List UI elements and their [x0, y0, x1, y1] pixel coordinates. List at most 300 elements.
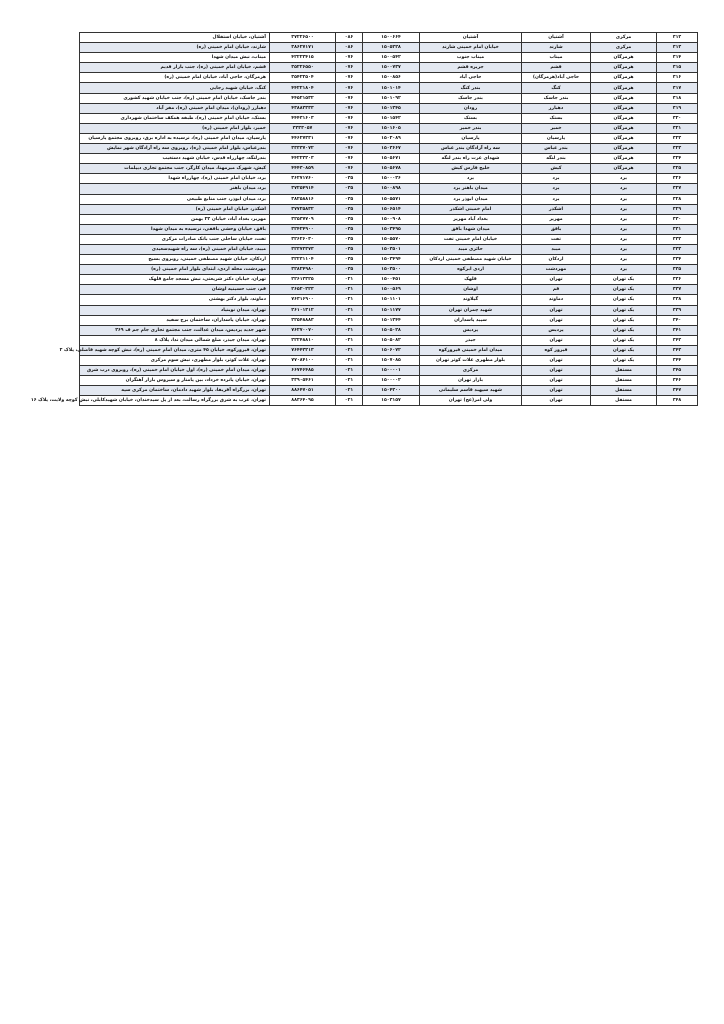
row-number: ۳۱۷ — [657, 83, 698, 93]
city-cell: اردکان — [522, 255, 591, 265]
row-number: ۳۴۲ — [657, 335, 698, 345]
branch-code-cell: ۱۵۰۰۶۶۴ — [363, 33, 420, 43]
address-cell: مهریز، بغداد آباد، خیابان ۲۲ بهمن — [80, 214, 270, 224]
branch-code-cell: ۱۵۰۱۶۰۵ — [363, 123, 420, 133]
branch-name-cell: میدان امام خمینی فیروزکوه — [420, 345, 522, 355]
city-cell: پردیس — [522, 325, 591, 335]
row-number: ۳۳۵ — [657, 265, 698, 275]
city-cell: دماوند — [522, 295, 591, 305]
branch-code-cell: ۱۵۰۱۵۴۲ — [363, 113, 420, 123]
province-cell: یک تهران — [591, 315, 657, 325]
address-cell: یزد، میدان ابوذر، جنب منابع طبیعی — [80, 194, 270, 204]
area-code-cell: ۰۸۶ — [336, 33, 363, 43]
address-cell: شازند، خیابان امام خمینی (ره) — [80, 43, 270, 53]
address-cell: بندرعباس، بلوار امام خمینی (ره)، روبروی سه راه آزادگان شهر نمایش — [80, 144, 270, 154]
province-cell: هرمزگان — [591, 103, 657, 113]
branch-code-cell: ۱۵۰۶۵۱۴ — [363, 204, 420, 214]
address-cell: تهران، خیابان پاسداران، ساختمان برج سفید — [80, 315, 270, 325]
address-cell: پارسیان، میدان امام خمینی (ره)، نرسیده به اداره برق، روبروی مجتمع پارسیان — [80, 133, 270, 143]
branch-name-cell: حاجی آباد — [420, 73, 522, 83]
city-cell: میبد — [522, 244, 591, 254]
branch-name-cell: خیابان شهید مصطفی خمینی اردکان — [420, 255, 522, 265]
area-code-cell: ۰۷۶ — [336, 103, 363, 113]
branch-name-cell: جیذر — [420, 335, 522, 345]
province-cell: هرمزگان — [591, 154, 657, 164]
row-number: ۳۴۱ — [657, 325, 698, 335]
province-cell: یک تهران — [591, 356, 657, 366]
area-code-cell: ۰۲۱ — [336, 335, 363, 345]
city-cell: پارسیان — [522, 133, 591, 143]
row-number: ۳۴۵ — [657, 366, 698, 376]
row-number: ۳۳۲ — [657, 234, 698, 244]
table-row — [80, 315, 698, 325]
city-cell: مهریز — [522, 214, 591, 224]
area-code-cell: ۰۷۶ — [336, 63, 363, 73]
province-cell: هرمزگان — [591, 73, 657, 83]
phone-cell: ۴۴۴۳۰۸۵۹ — [270, 164, 336, 174]
branch-code-cell: ۱۵۰۱۳۴۵ — [363, 103, 420, 113]
area-code-cell: ۰۷۶ — [336, 93, 363, 103]
area-code-cell: ۰۲۱ — [336, 315, 363, 325]
table-row — [80, 154, 698, 164]
address-cell: دماوند، بلوار دکتر بهشتی — [80, 295, 270, 305]
row-number: ۳۴۷ — [657, 386, 698, 396]
row-number: ۳۲۰ — [657, 113, 698, 123]
table-row — [80, 174, 698, 184]
area-code-cell: ۰۸۶ — [336, 43, 363, 53]
table-row — [80, 376, 698, 386]
phone-cell: ۳۲۶۲۶۰۳۰ — [270, 234, 336, 244]
branch-name-cell: میدان شهدا بافق — [420, 224, 522, 234]
province-cell: یک تهران — [591, 335, 657, 345]
area-code-cell: ۰۲۱ — [336, 305, 363, 315]
province-cell: یک تهران — [591, 345, 657, 355]
row-number: ۳۴۶ — [657, 376, 698, 386]
address-cell: تفت، خیابان ساحلی جنب بانک صادرات مرکزی — [80, 234, 270, 244]
branch-code-cell: ۱۵۰۰۵۴۲ — [363, 53, 420, 63]
address-cell: قم، جنب حسینیه اوشان — [80, 285, 270, 295]
address-cell: شهر جدید پردیس، میدان عدالت، جنب مجتمع تجاری جام جم ف ۲۶۹ — [80, 325, 270, 335]
city-cell: تهران — [522, 396, 591, 406]
row-number: ۳۴۳ — [657, 345, 698, 355]
row-number: ۳۳۰ — [657, 214, 698, 224]
city-cell: قشم — [522, 63, 591, 73]
phone-cell: ۲۲۶۱۳۳۲۵ — [270, 275, 336, 285]
branch-code-cell: ۱۵۰۴۲۰۰ — [363, 386, 420, 396]
area-code-cell: ۰۲۱ — [336, 366, 363, 376]
branch-name-cell: بلوار مطهری غلات کوثر تهران — [420, 356, 522, 366]
area-code-cell: ۰۲۱ — [336, 325, 363, 335]
phone-cell: ۴۴۵۲۱۵۳۲ — [270, 93, 336, 103]
area-code-cell: ۰۷۶ — [336, 123, 363, 133]
branch-code-cell: ۱۵۰۱۰۹۲ — [363, 93, 420, 103]
branch-code-cell: ۱۵۰۵۰۸۲ — [363, 335, 420, 345]
row-number: ۳۱۵ — [657, 63, 698, 73]
province-cell: مستقل — [591, 366, 657, 376]
province-cell: مرکزی — [591, 33, 657, 43]
phone-cell: ۶۶۷۴۶۴۸۵ — [270, 366, 336, 376]
branch-name-cell: پردیس — [420, 325, 522, 335]
phone-cell: ۲۶۵۲۰۲۲۳ — [270, 285, 336, 295]
city-cell: فیروز کوه — [522, 345, 591, 355]
address-cell: دهبارز (رودان)، میدان امام خمینی (ره)، مقر آباد — [80, 103, 270, 113]
address-cell: کیش، شهرک میرمهنا، میدان کارگر، جنب مجتمع تجاری دیپلمات — [80, 164, 270, 174]
phone-cell: ۳۷۲۵۴۹۱۴ — [270, 184, 336, 194]
branch-name-cell: بندر کنگ — [420, 83, 522, 93]
table-row — [80, 356, 698, 366]
city-cell: بافق — [522, 224, 591, 234]
city-cell: آشتیان — [522, 33, 591, 43]
table-row — [80, 63, 698, 73]
area-code-cell: ۰۷۶ — [336, 113, 363, 123]
table-body — [30, 33, 698, 406]
table-row — [80, 255, 698, 265]
branch-name-cell: بستک — [420, 113, 522, 123]
table-row — [80, 113, 698, 123]
area-code-cell: ۰۷۶ — [336, 144, 363, 154]
phone-cell: ۳۵۴۲۲۵۰۴ — [270, 73, 336, 83]
table-row — [80, 73, 698, 83]
area-code-cell: ۰۷۶ — [336, 164, 363, 174]
table-row — [80, 295, 698, 305]
phone-cell: ۲۲۲۴۸۸۱۰ — [270, 335, 336, 345]
phone-cell: ۴۳۸۸۳۳۳۳ — [270, 103, 336, 113]
phone-cell: ۴۴۴۳۱۶۰۳ — [270, 113, 336, 123]
area-code-cell: ۰۳۵ — [336, 265, 363, 275]
branch-name-cell: گیلاوند — [420, 295, 522, 305]
branch-name-cell: میدان ابوذر یزد — [420, 194, 522, 204]
province-cell: هرمزگان — [591, 144, 657, 154]
phone-cell: ۳۲۵۳۷۷۰۹ — [270, 214, 336, 224]
table-row — [80, 53, 698, 63]
province-cell: مرکزی — [591, 43, 657, 53]
city-cell: تهران — [522, 315, 591, 325]
province-cell: مستقل — [591, 386, 657, 396]
city-cell: یزد — [522, 194, 591, 204]
branch-name-cell: شهید چمران تهران — [420, 305, 522, 315]
city-cell: شازند — [522, 43, 591, 53]
table-row — [80, 164, 698, 174]
row-number: ۳۱۴ — [657, 53, 698, 63]
area-code-cell: ۰۷۶ — [336, 73, 363, 83]
row-number: ۳۱۲ — [657, 33, 698, 43]
phone-cell: ۷۷۰۸۴۱۰۰ — [270, 356, 336, 366]
table-row — [80, 265, 698, 275]
address-cell: تهران، غلات کوثر، بلوار مطهری، نبش سوم مرکزی — [80, 356, 270, 366]
address-cell: اشکذر، خیابان امام خمینی (ره) — [80, 204, 270, 214]
branch-name-cell: خیابان امام خمینی تفت — [420, 234, 522, 244]
area-code-cell: ۰۳۵ — [336, 214, 363, 224]
branch-code-cell: ۱۵۰۳۱۵۷ — [363, 396, 420, 406]
branch-name-cell: آشتیان — [420, 33, 522, 43]
province-cell: یک تهران — [591, 275, 657, 285]
phone-cell: ۷۶۲۷۰۰۷۰ — [270, 325, 336, 335]
province-cell: یک تهران — [591, 305, 657, 315]
branch-code-cell: ۱۵۰۱۳۴۴ — [363, 315, 420, 325]
address-cell: بندر جاسک، خیابان امام خمینی (ره)، جنب خیابان شهید کشوری — [80, 93, 270, 103]
row-number: ۳۲۲ — [657, 133, 698, 143]
branch-name-cell: ولی امر(عج) تهران — [420, 396, 522, 406]
phone-cell: ۷۶۳۱۶۹۰۰ — [270, 295, 336, 305]
branch-name-cell: میدان باهنر یزد — [420, 184, 522, 194]
branch-code-cell: ۱۵۰۶۰۷۲ — [363, 345, 420, 355]
address-cell: کنگ، خیابان شهید رجایی — [80, 83, 270, 93]
city-cell: تهران — [522, 275, 591, 285]
address-cell: یزد، خیابان امام خمینی (ره)، چهارراه شهدا — [80, 174, 270, 184]
branch-code-cell: ۱۵۰۵۶۷۱ — [363, 154, 420, 164]
row-number: ۳۳۸ — [657, 295, 698, 305]
branch-name-cell: خلیج فارس کیش — [420, 164, 522, 174]
phone-cell: ۳۵۲۲۶۵۵۰ — [270, 63, 336, 73]
phone-cell: ۳۶۲۷۱۷۶۰ — [270, 174, 336, 184]
branch-code-cell: ۱۵۰۳۴۹۵ — [363, 224, 420, 234]
address-cell: هرمزگان، حاجی آباد، خیابان امام خمینی (ره) — [80, 73, 270, 83]
province-cell: هرمزگان — [591, 63, 657, 73]
branch-code-cell: ۱۵۰۱۰۱۴ — [363, 83, 420, 93]
address-cell: تهران، غرب به شرق بزرگراه رسالت، بعد از پل سیدخندان، خیابان شهیدکابلی، نبش کوچه ولایت، پلاک ۱۶ — [80, 396, 270, 406]
address-cell: تهران، میدان جیذر، ضلع شمالی میدان ندا، پلاک ۸ — [80, 335, 270, 345]
branch-name-cell: حائری میبد — [420, 244, 522, 254]
branch-name-cell: خیابان امام خمینی شازند — [420, 43, 522, 53]
city-cell: تهران — [522, 386, 591, 396]
branch-code-cell: ۱۵۰۰۹۰۸ — [363, 214, 420, 224]
table-row — [80, 184, 698, 194]
province-cell: یزد — [591, 184, 657, 194]
phone-cell: ۳۸۲۵۸۸۱۶ — [270, 194, 336, 204]
province-cell: یزد — [591, 214, 657, 224]
branch-code-cell: ۱۵۰۷۰۸۵ — [363, 356, 420, 366]
row-number: ۳۱۹ — [657, 103, 698, 113]
branch-code-cell: ۱۵۰۰۴۵۱ — [363, 275, 420, 285]
area-code-cell: ۰۷۶ — [336, 83, 363, 93]
branch-name-cell: رودان — [420, 103, 522, 113]
city-cell: بندر لنگه — [522, 154, 591, 164]
phone-cell: ۲۶۱۰۱۳۱۲ — [270, 305, 336, 315]
table-row — [80, 43, 698, 53]
phone-cell: ۳۳۹۰۵۴۶۱ — [270, 376, 336, 386]
row-number: ۳۱۶ — [657, 73, 698, 83]
branch-name-cell: بازار تهران — [420, 376, 522, 386]
province-cell: مستقل — [591, 376, 657, 386]
phone-cell: ۳۲۸۲۴۹۸۰ — [270, 265, 336, 275]
province-cell: هرمزگان — [591, 93, 657, 103]
province-cell: هرمزگان — [591, 53, 657, 63]
table-row — [80, 214, 698, 224]
row-number: ۳۲۸ — [657, 194, 698, 204]
address-cell: میبد، خیابان امام خمینی (ره)، سه راه شهیدسعیدی — [80, 244, 270, 254]
row-number: ۳۲۱ — [657, 123, 698, 133]
table-row — [80, 305, 698, 315]
city-cell: بندر عباس — [522, 144, 591, 154]
row-number: ۳۳۹ — [657, 305, 698, 315]
branch-code-cell: ۱۵۰۰۰۰۱ — [363, 366, 420, 376]
city-cell: تهران — [522, 335, 591, 345]
area-code-cell: ۰۲۱ — [336, 386, 363, 396]
province-cell: یزد — [591, 224, 657, 234]
area-code-cell: ۰۲۱ — [336, 285, 363, 295]
branch-name-cell: قلهک — [420, 275, 522, 285]
address-cell: بافق، خیابان وحشی بافقی، نرسیده به میدان شهدا — [80, 224, 270, 234]
area-code-cell: ۰۷۶ — [336, 154, 363, 164]
branch-name-cell: یزد — [420, 174, 522, 184]
branch-code-cell: ۱۵۰۵۲۲۸ — [363, 43, 420, 53]
city-cell: یزد — [522, 184, 591, 194]
table-row — [80, 234, 698, 244]
province-cell: هرمزگان — [591, 133, 657, 143]
address-cell: خمیر، بلوار امام خمینی (ره) — [80, 123, 270, 133]
table-row — [80, 244, 698, 254]
area-code-cell: ۰۳۵ — [336, 234, 363, 244]
city-cell: مهردشت — [522, 265, 591, 275]
city-cell: تهران — [522, 366, 591, 376]
phone-cell: ۳۲۲۳۱۱۰۴ — [270, 255, 336, 265]
area-code-cell: ۰۲۱ — [336, 396, 363, 406]
phone-cell: ۳۲۳۷۲۳۷۳ — [270, 244, 336, 254]
address-cell: مهردشت، محله اردی، ابتدای بلوار امام خمینی (ره) — [80, 265, 270, 275]
city-cell: کنگ — [522, 83, 591, 93]
table-row — [80, 386, 698, 396]
table-row — [80, 366, 698, 376]
row-number: ۳۲۹ — [657, 204, 698, 214]
branch-code-cell: ۱۵۰۳۴۹۴ — [363, 255, 420, 265]
branch-table-page — [30, 32, 697, 406]
branch-code-cell: ۱۵۰۵۵۷۱ — [363, 194, 420, 204]
branch-name-cell: بندر خمیر — [420, 123, 522, 133]
area-code-cell: ۰۷۶ — [336, 53, 363, 63]
table-row — [80, 204, 698, 214]
branch-code-cell: ۱۵۰۳۵۰۰ — [363, 265, 420, 275]
row-number: ۳۱۳ — [657, 43, 698, 53]
branch-code-cell: ۱۵۰۰۵۶۹ — [363, 285, 420, 295]
city-cell: میناب — [522, 53, 591, 63]
table-row — [80, 33, 698, 43]
table-row — [80, 224, 698, 234]
area-code-cell: ۰۳۵ — [336, 255, 363, 265]
branch-code-cell: ۱۵۰۰۷۳۷ — [363, 63, 420, 73]
branch-code-cell: ۱۵۰۱۱۷۷ — [363, 305, 420, 315]
province-cell: هرمزگان — [591, 83, 657, 93]
area-code-cell: ۰۳۵ — [336, 224, 363, 234]
table-row — [80, 345, 698, 355]
address-cell: تهران، فیروزکوه، خیابان ۴۵ متری، میدان امام خمینی (ره)، نبش کوچه شهید فاضلی، پلاک ۲ — [80, 345, 270, 355]
table-row — [80, 396, 698, 406]
branch-name-cell: جزیره قشم — [420, 63, 522, 73]
branch-code-cell: ۱۵۰۰۰۲۶ — [363, 174, 420, 184]
address-cell: تهران، خیابان پانزده خرداد، بین پامنار و سیروس بازار آهنگران — [80, 376, 270, 386]
address-cell: قشم، خیابان امام خمینی (ره)، جنب بازار قدیم — [80, 63, 270, 73]
phone-cell: ۳۳۳۳۰۵۷ — [270, 123, 336, 133]
table-row — [80, 275, 698, 285]
area-code-cell: ۰۳۵ — [336, 194, 363, 204]
address-cell: آشتیان، خیابان استقلال — [80, 33, 270, 43]
province-cell: یک تهران — [591, 325, 657, 335]
branch-code-cell: ۱۵۰۵۰۲۸ — [363, 325, 420, 335]
table-row — [80, 144, 698, 154]
table-row — [80, 93, 698, 103]
phone-cell: ۴۲۲۲۳۴۱۵ — [270, 53, 336, 63]
row-number: ۳۴۰ — [657, 315, 698, 325]
table-row — [80, 83, 698, 93]
row-number: ۳۲۶ — [657, 174, 698, 184]
province-cell: یزد — [591, 204, 657, 214]
table-row — [80, 133, 698, 143]
branch-name-cell: بندر جاسک — [420, 93, 522, 103]
phone-cell: ۳۸۶۲۷۱۷۱ — [270, 43, 336, 53]
row-number: ۳۲۷ — [657, 184, 698, 194]
area-code-cell: ۰۳۵ — [336, 174, 363, 184]
province-cell: هرمزگان — [591, 113, 657, 123]
phone-cell: ۴۴۲۲۳۲۰۳ — [270, 154, 336, 164]
province-cell: هرمزگان — [591, 164, 657, 174]
row-number: ۳۴۴ — [657, 356, 698, 366]
phone-cell: ۳۷۷۲۵۸۳۲ — [270, 204, 336, 214]
province-cell: یزد — [591, 265, 657, 275]
branch-name-cell: اوشان — [420, 285, 522, 295]
address-cell: تهران، میدان نوبنیاد — [80, 305, 270, 315]
row-number: ۳۱۸ — [657, 93, 698, 103]
area-code-cell: ۰۲۱ — [336, 295, 363, 305]
address-cell: میناب، نبش میدان شهدا — [80, 53, 270, 63]
city-cell: دهبارز — [522, 103, 591, 113]
branch-name-cell: پارسیان — [420, 133, 522, 143]
address-cell: تهران، بزرگراه آفریقا، بلوار شهید دادمان، ساختمان مرکزی سپه — [80, 386, 270, 396]
branch-name-cell: شهید سپهبد قاسم سلیمانی — [420, 386, 522, 396]
area-code-cell: ۰۲۱ — [336, 356, 363, 366]
phone-cell: ۴۴۲۲۱۸۰۴ — [270, 83, 336, 93]
area-code-cell: ۰۲۱ — [336, 275, 363, 285]
province-cell: مستقل — [591, 396, 657, 406]
city-cell: کیش — [522, 164, 591, 174]
table-row — [80, 123, 698, 133]
province-cell: یزد — [591, 255, 657, 265]
phone-cell: ۳۲۴۲۴۹۰۰ — [270, 224, 336, 234]
branch-name-cell: میناب جنوب — [420, 53, 522, 63]
branch-code-cell: ۱۵۰۰۸۵۶ — [363, 73, 420, 83]
row-number: ۳۳۱ — [657, 224, 698, 234]
area-code-cell: ۰۳۵ — [336, 244, 363, 254]
branch-name-cell: اردی ابرکوه — [420, 265, 522, 275]
branch-code-cell: ۱۵۰۳۵۰۱ — [363, 244, 420, 254]
branch-name-cell: سپید پاسداران — [420, 315, 522, 325]
phone-cell: ۲۲۵۴۸۸۸۳ — [270, 315, 336, 325]
row-number: ۳۳۶ — [657, 275, 698, 285]
phone-cell: ۸۸۶۴۷۰۵۱ — [270, 386, 336, 396]
table-row — [80, 335, 698, 345]
city-cell: قم — [522, 285, 591, 295]
city-cell: خمیر — [522, 123, 591, 133]
city-cell: تهران — [522, 376, 591, 386]
province-cell: هرمزگان — [591, 123, 657, 133]
area-code-cell: ۰۳۵ — [336, 204, 363, 214]
branch-code-cell: ۱۵۰۲۰۸۹ — [363, 133, 420, 143]
city-cell: بستک — [522, 113, 591, 123]
city-cell: تهران — [522, 305, 591, 315]
row-number: ۳۲۵ — [657, 164, 698, 174]
table-row — [80, 194, 698, 204]
row-number: ۳۳۷ — [657, 285, 698, 295]
city-cell: یزد — [522, 174, 591, 184]
phone-cell: ۸۸۳۶۴۰۹۵ — [270, 396, 336, 406]
city-cell: تفت — [522, 234, 591, 244]
area-code-cell: ۰۳۵ — [336, 184, 363, 194]
area-code-cell: ۰۲۱ — [336, 345, 363, 355]
row-number: ۳۳۳ — [657, 244, 698, 254]
province-cell: یزد — [591, 234, 657, 244]
province-cell: یزد — [591, 244, 657, 254]
branch-name-cell: امام خمینی اشکذر — [420, 204, 522, 214]
city-cell: حاجی آباد(هرمزگان) — [522, 73, 591, 83]
phone-cell: ۷۶۴۴۳۲۱۳ — [270, 345, 336, 355]
